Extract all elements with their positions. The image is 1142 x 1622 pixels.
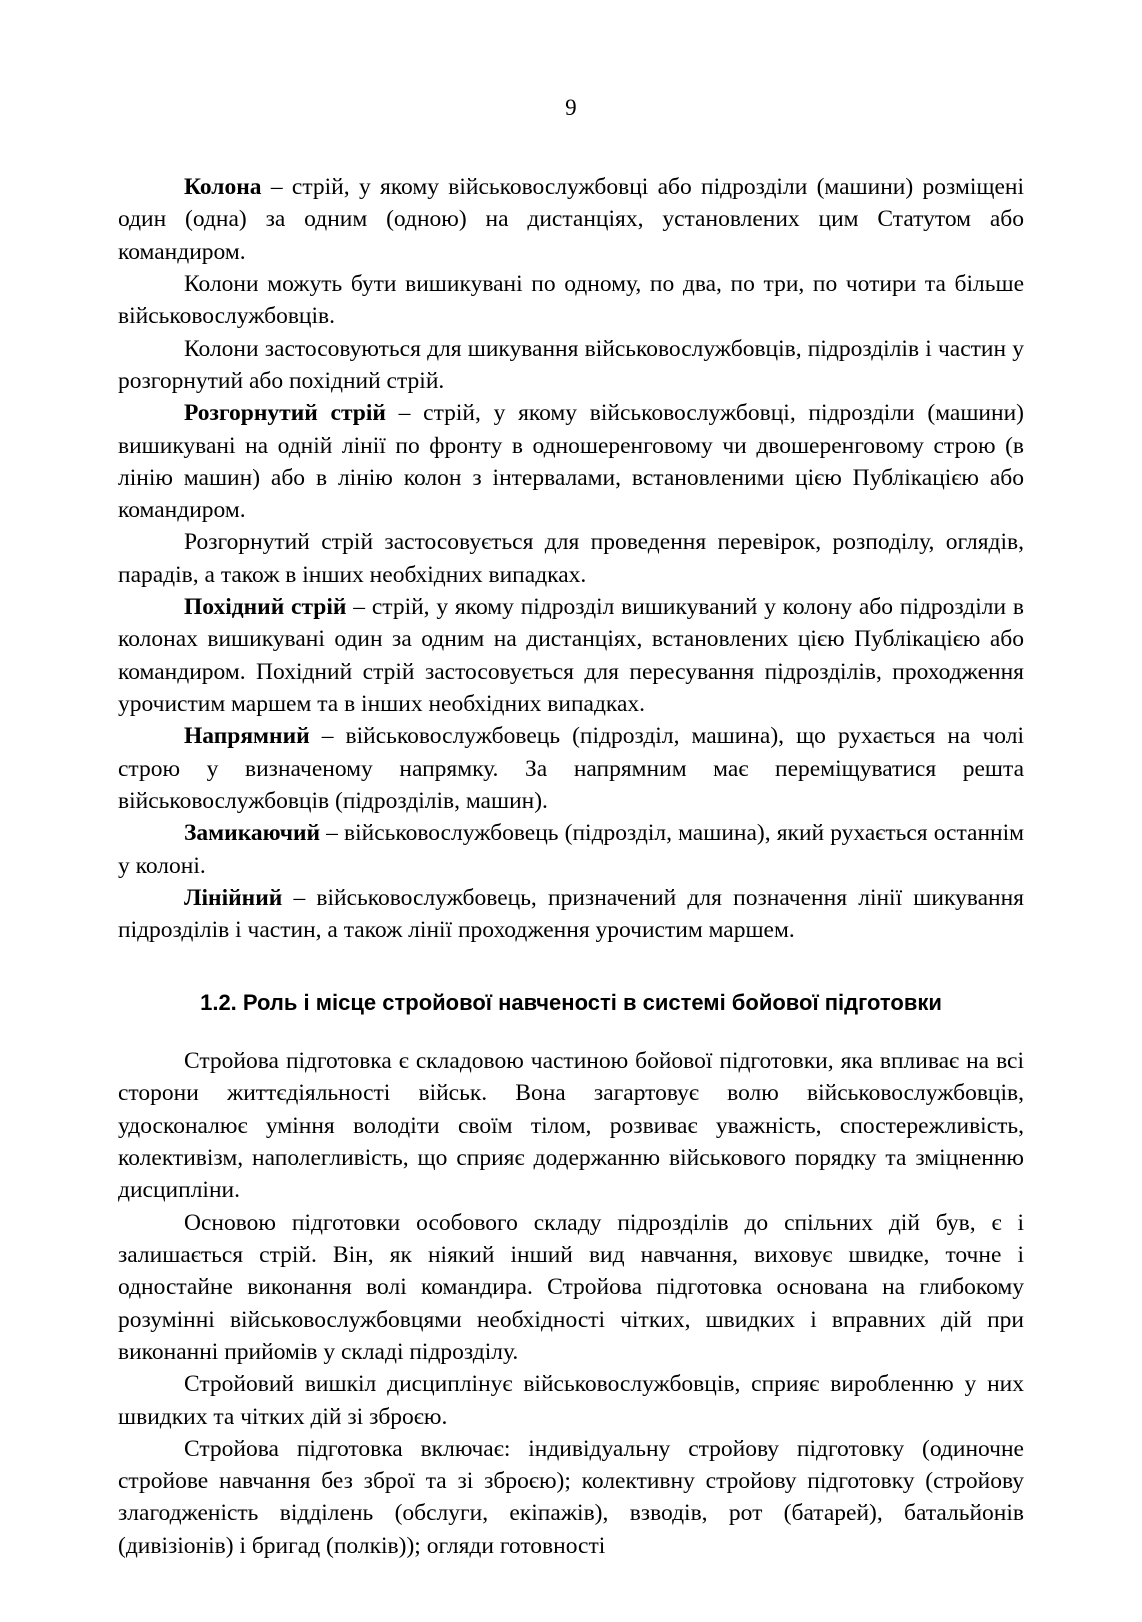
paragraph [118,882,1024,947]
paragraph-text: Розгорнутий стрій застосовується для проведення перевірок, розподілу, оглядів, парадів, а також в інших необхідних випадках. [118,529,1024,588]
paragraph-text: – стрій, у якому військовослужбовці, підрозділи (машини) вишикувані на одній лінії по фронту в одношеренговому чи двошеренговому строю (в лінію машин) або в лінію колон з інтервалами, встановленими цією Публікацією або командиром. [118,400,1024,524]
paragraph [118,720,1024,817]
paragraph-lead: Лінійний [184,884,283,911]
paragraph [118,1045,1024,1207]
paragraph-lead: Розгорнутий стрій [184,400,386,427]
paragraph-text: Колони застосовуються для шикування військовослужбовців, підрозділів і частин у розгорнутий або похідний стрій. [118,335,1024,394]
paragraph-text: – військовослужбовець (підрозділ, машина), що рухається на чолі строю у визначеному напрямку. За напрямним має переміщуватися решта військовослужбовців (підрозділів, машин). [118,723,1024,814]
paragraph [118,591,1024,720]
paragraph [118,526,1024,591]
paragraph [118,1368,1024,1433]
page-number: 9 [565,95,577,120]
paragraph-text: Основою підготовки особового складу підрозділів до спільних дій був, є і залишається стрій. Він, як ніякий інший вид навчання, виховує швидке, точне і одностайне виконання волі командира. Стройова підготовка основана на глибокому розумінні військовослужбовцями необхідності чітких, швидких і вправних дій при виконанні прийомів у складі підрозділу. [118,1209,1024,1365]
paragraph [118,817,1024,882]
body-text-block-1 [118,171,1024,947]
paragraph [118,171,1024,268]
paragraph [118,268,1024,333]
paragraph-text: – військовослужбовець, призначений для позначення лінії шикування підрозділів і частин, а також лінії проходження урочистим маршем. [118,884,1024,944]
paragraph [118,333,1024,398]
paragraph-lead: Похідний стрій [184,594,347,621]
paragraph-lead: Колона [184,174,262,200]
paragraph-text: Стройова підготовка є складовою частиною бойової підготовки, яка впливає на всі сторони життєдіяльності військ. Вона загартовує волю військовослужбовців, удосконалює уміння володіти своїм тілом, розвиває уважність, спостережливість, колективізм, наполегливість, що сприяє додержанню військового порядку та зміцненню дисципліни. [118,1048,1024,1204]
body-text-block-2 [118,1045,1024,1562]
paragraph-text: Стройовий вишкіл дисциплінує військовослужбовців, сприяє виробленню у них швидких та чітких дій зі зброєю. [118,1371,1024,1430]
paragraph-text: – військовослужбовець (підрозділ, машина), який рухається останнім у колоні. [118,820,1024,879]
paragraph-text: Колони можуть бути вишикувані по одному, по два, по три, по чотири та більше військовослужбовців. [118,270,1024,330]
paragraph [118,397,1024,526]
paragraph-lead: Напрямний [184,723,310,750]
paragraph [118,1207,1024,1369]
paragraph-lead: Замикаючий [184,820,321,847]
paragraph-text: – стрій, у якому військовослужбовці або підрозділи (машини) розміщені один (одна) за одним (одною) на дистанціях, установлених цим Статутом або командиром. [118,174,1024,265]
section-heading: 1.2. Роль і місце стройової навченості в системі бойової підготовки [200,989,942,1015]
paragraph-text: Стройова підготовка включає: індивідуальну стройову підготовку (одиночне стройове навчання без зброї та зі зброєю); колективну стройову підготовку (стройову злагодженість відділень (обслуги, екіпажів), взводів, рот (батарей), батальйонів (дивізіонів) і бригад (полків)); огляди готовності [118,1435,1024,1559]
paragraph-text: – стрій, у якому підрозділ вишикуваний у колону або підрозділи в колонах вишикувані один за одним на дистанціях, встановлених цією Публікацією або командиром. Похідний стрій застосовується для пересування підрозділів, проходження урочистим маршем та в інших необхідних випадках. [118,594,1024,717]
paragraph [118,1433,1024,1562]
